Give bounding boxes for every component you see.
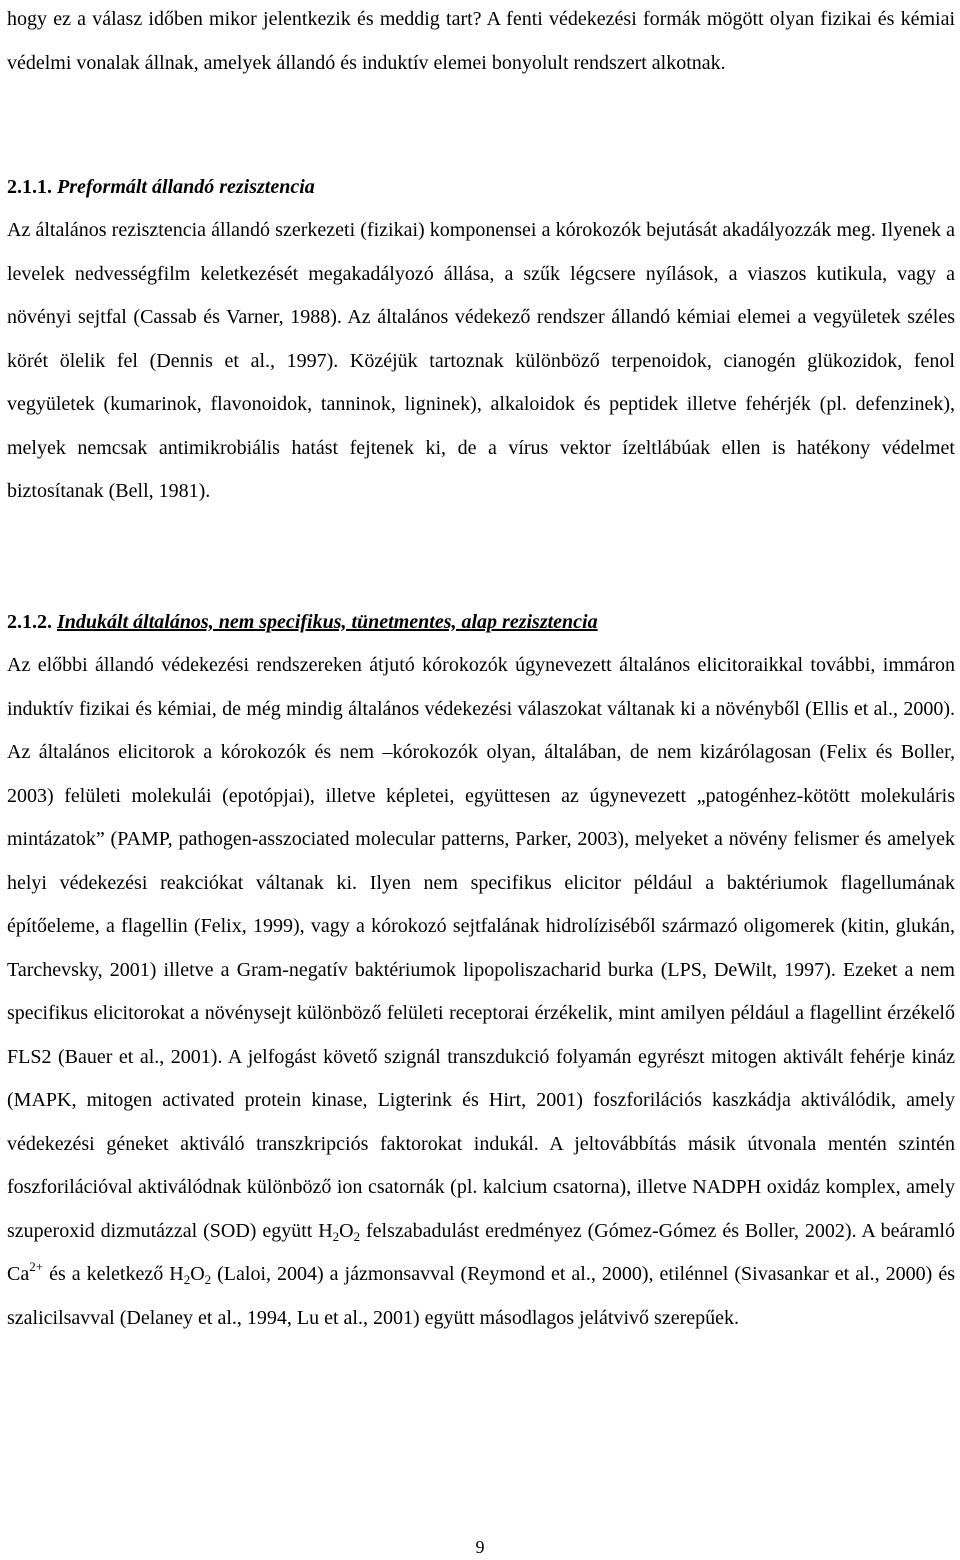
body-text: Az előbbi állandó védekezési rendszereken átjutó kórokozók úgynevezett általános elicitoraikkal további, immáron induktív fizikai és kémiai, de még mindig általános védekezési válaszokat váltanak ki a növényből (Ellis et al., 2000). Az általános elicitorok a kórokozók és nem –kórokozók olyan, általában, de nem kizárólagosan (Felix és Boller, 2003) felületi molekulái (epotópjai), illetve képletei, együttesen az úgynevezett „patogénhez-kötött molekuláris mintázatok” (PAMP, pathogen-asszociated molecular patterns, Parker, 2003), melyeket a növény felismer és amelyek helyi védekezési reakciókat váltanak ki. Ilyen nem specifikus elicitor például a baktériumok flagellumának építőeleme, a flagellin (Felix, 1999), vagy a kórokozó sejtfalának hidrolíziséből származó oligomerek (kitin, glukán, Tarchevsky, 2001) illetve a Gram-negatív baktériumok lipopoliszacharid burka (LPS, DeWilt, 1997). Ezeket a nem specifikus elicitorokat a növénysejt különböző felületi receptorai érzékelik, mint amilyen például a flagellint érzékelő FLS2 (Bauer et al., 2001). A jelfogást követő szignál transzdukció folyamán egyrészt mitogen aktivált fehérje kináz (MAPK, mitogen activated protein kinase, Ligterink és Hirt, 2001) foszforilációs kaszkádja aktiválódik, amely védekezési géneket aktiváló transzkripciós faktorokat indukál. A jeltovábbítás másik útvonala mentén szintén foszforilációval aktiválódnak különböző ion csatornák (pl. kalcium csatorna), illetve NADPH oxidáz komplex, amely szuperoxid dizmutázzal (SOD) együtt H — [7, 654, 955, 1242]
subscript: 2 — [204, 1272, 212, 1287]
subscript: 2 — [183, 1272, 191, 1287]
section-title: Preformált állandó rezisztencia — [57, 176, 315, 198]
body-text: O — [190, 1263, 205, 1285]
body-text: (Laloi, 2004) a jázmonsavval (Reymond et al., 2000), etilénnel (Sivasankar et al., 2000) és szalicilsavval (Delaney et al., 1994, Lu et al., 2001) együtt másodlagos jelátvivő szerepűek. — [7, 1263, 955, 1329]
body-text: felszabadulást eredményez (Gómez-Gómez és Boller, 2002). A beáramló Ca — [7, 1219, 955, 1285]
section-heading-2-1-2 — [7, 607, 955, 637]
subscript: 2 — [353, 1228, 361, 1244]
superscript: 2+ — [29, 1259, 44, 1274]
section-number: 2.1.2. — [7, 611, 52, 633]
section-title: Indukált általános, nem specifikus, tünetmentes, alap rezisztencia — [57, 611, 598, 633]
paragraph-section-2-1-2 — [7, 644, 955, 1340]
page-number: 9 — [475, 1537, 485, 1557]
section-number: 2.1.1. — [7, 176, 52, 198]
body-text: és a keletkező H — [43, 1263, 184, 1285]
subscript: 2 — [332, 1228, 340, 1244]
paragraph-intro: hogy ez a válasz időben mikor jelentkezik és meddig tart? A fenti védekezési formák mögött olyan fizikai és kémiai védelmi vonalak állnak, amelyek állandó és induktív elemei bonyolult rendszert alkotnak. — [7, 8, 955, 74]
paragraph-section-2-1-1: Az általános rezisztencia állandó szerkezeti (fizikai) komponensei a kórokozók bejutását akadályozzák meg. Ilyenek a levelek nedvességfilm keletkezését megakadályozó állása, a szűk légcsere nyílások, a viaszos kutikula, vagy a növényi sejtfal (Cassab és Varner, 1988). Az általános védekező rendszer állandó kémiai elemei a vegyületek széles körét ölelik fel (Dennis et al., 1997). Közéjük tartoznak különböző terpenoidok, cianogén glükozidok, fenol vegyületek (kumarinok, flavonoidok, tanninok, ligninek), alkaloidok és peptidek illetve fehérjék (pl. defenzinek), melyek nemcsak antimikrobiális hatást fejtenek ki, de a vírus vektor ízeltlábúak ellen is hatékony védelmet biztosítanak (Bell, 1981). — [7, 219, 955, 502]
section-heading-2-1-1 — [7, 172, 955, 202]
body-text: O — [339, 1219, 354, 1242]
